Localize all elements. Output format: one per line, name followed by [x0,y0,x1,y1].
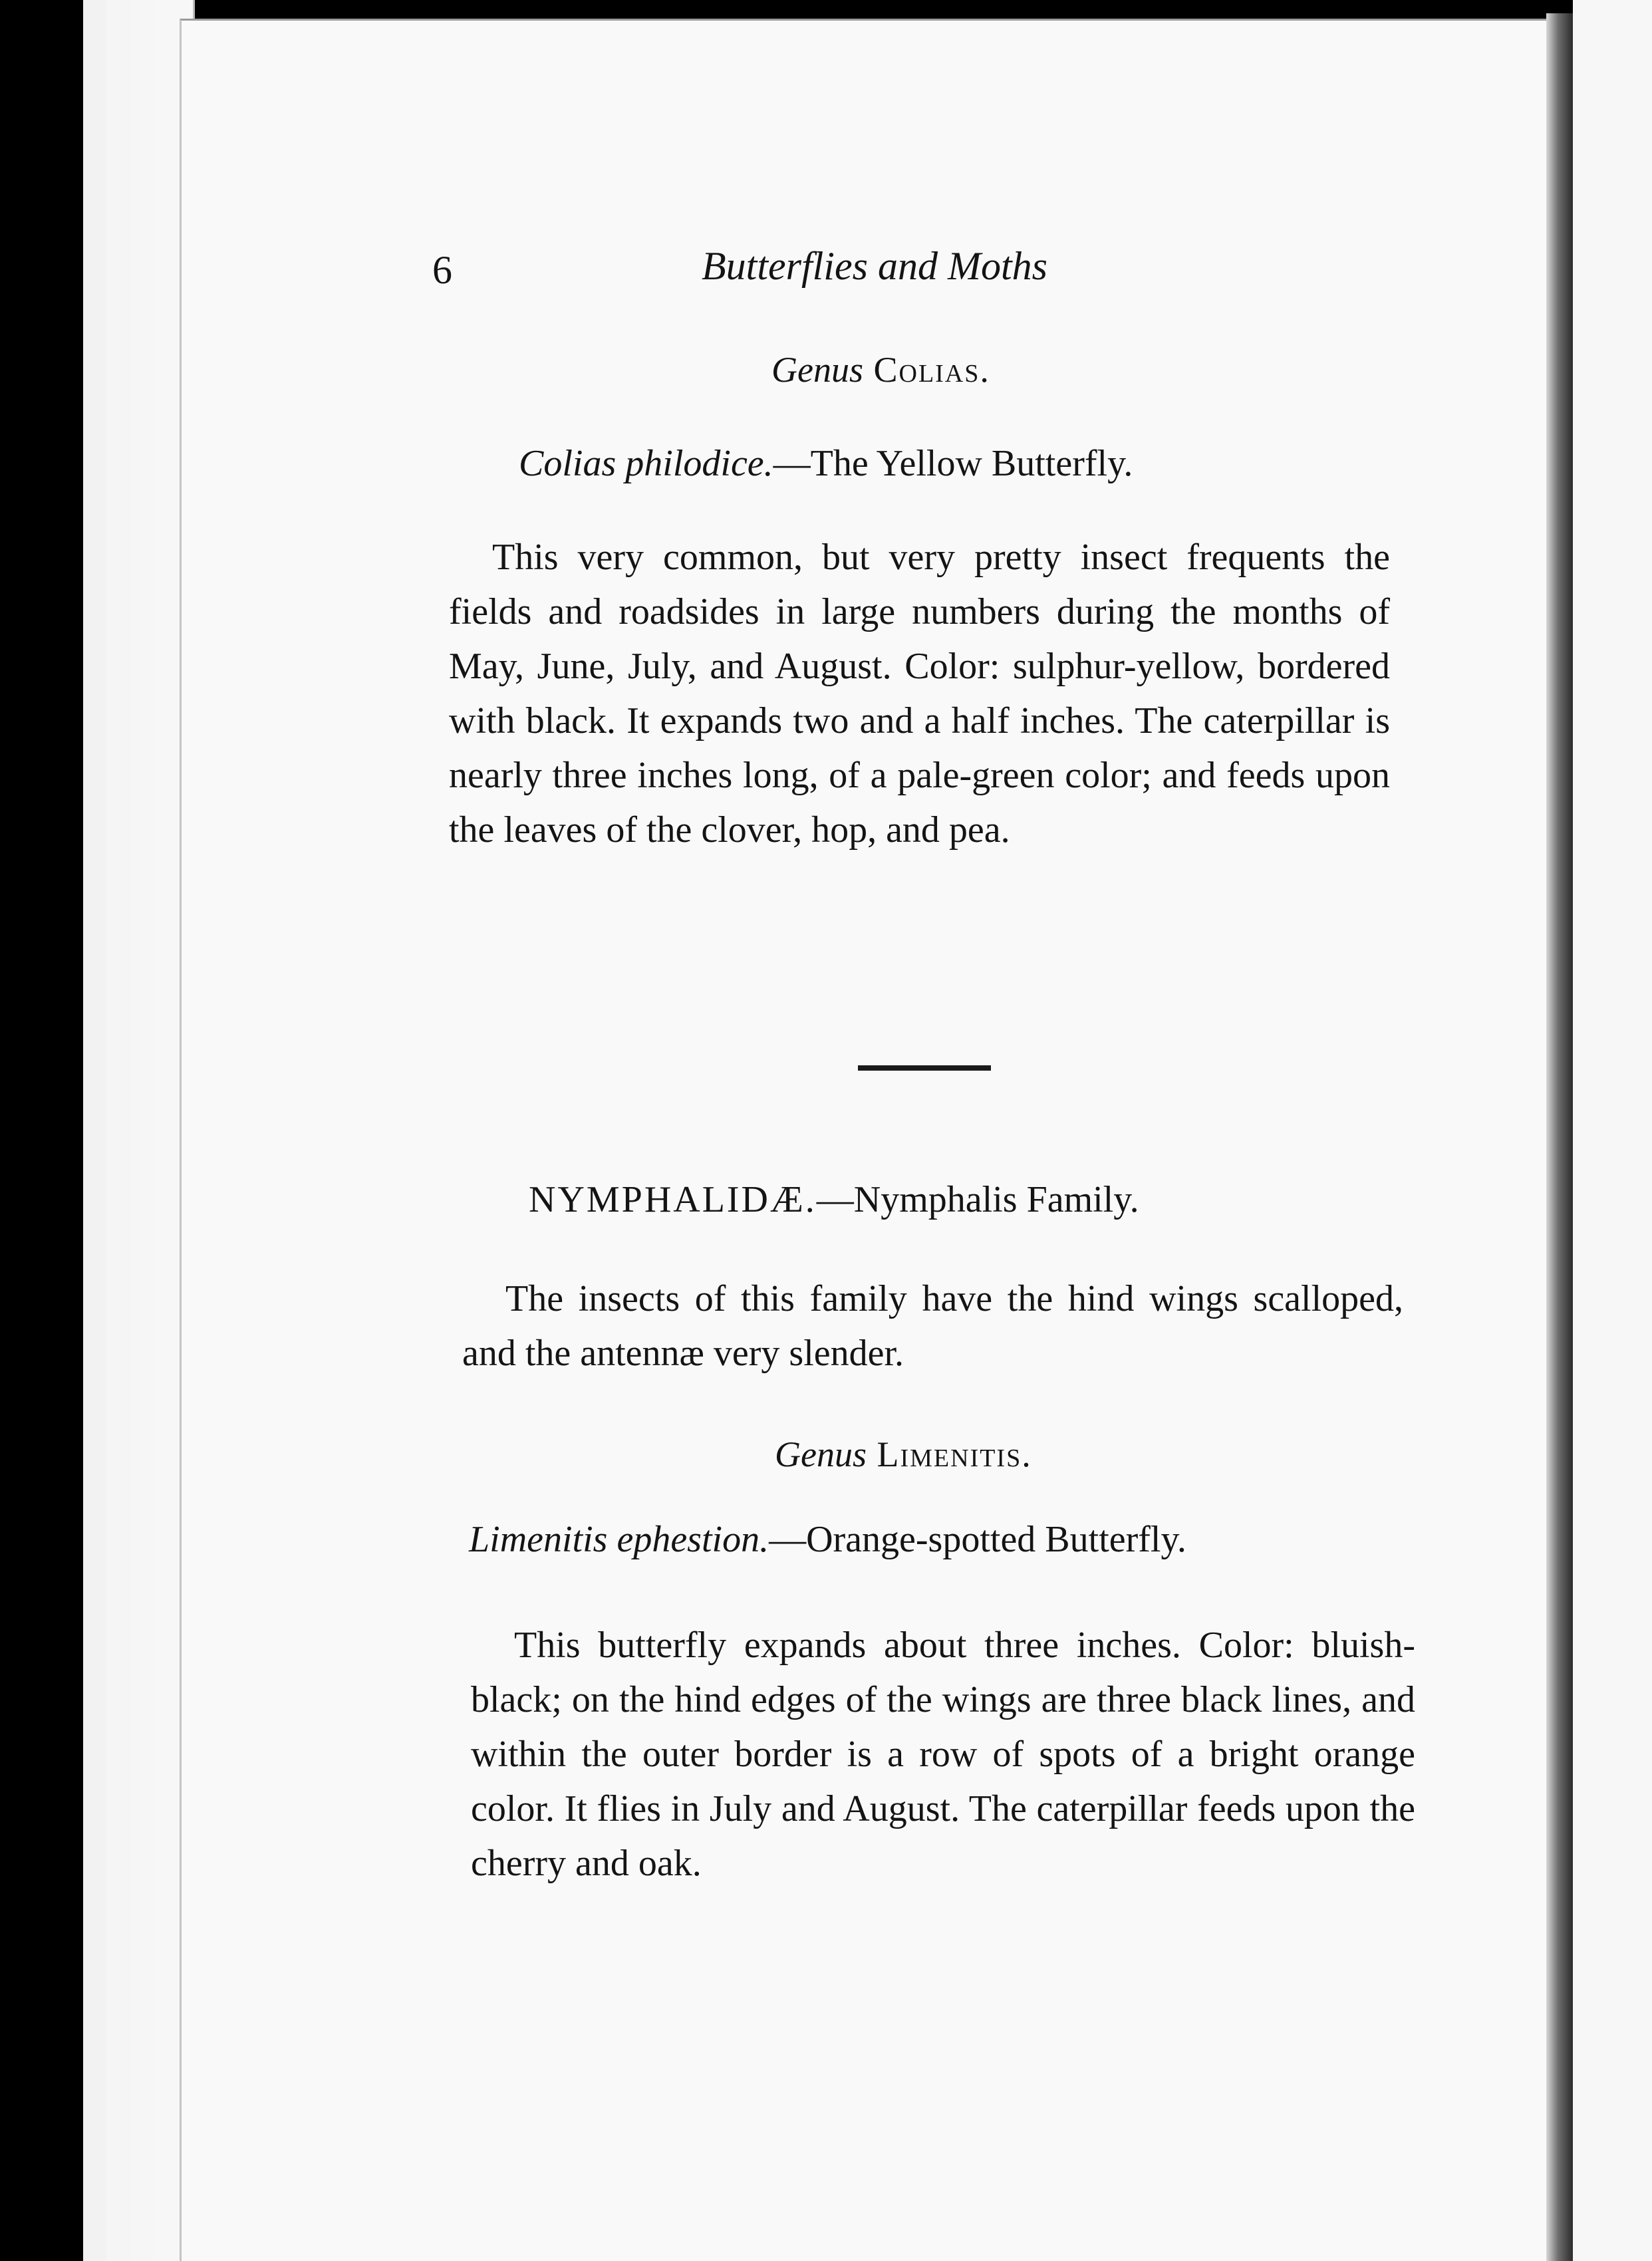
genus-heading-limenitis [775,1434,1032,1475]
species-latin-name: Limenitis ephestion. [469,1519,769,1560]
species-heading-limenitis-ephestion [469,1518,1186,1561]
colias-description: This very common, but very pretty insect frequents the fields and roadsides in large numbers during the months of May, June, July, and August. Color: sulphur-yellow, bordered with black. It expands two and a half inches. The caterpillar is nearly three inches long, of a pale-green color; and feeds upon the leaves of the clover, hop, and pea. [449,537,1390,851]
section-divider [858,1065,991,1071]
species-common-name: —The Yellow Butterfly. [773,443,1133,484]
running-head: Butterflies and Moths [702,244,1047,288]
limenitis-description: This butterfly expands about three inches. Color: bluish-black; on the hind edges of the wings are three black lines, and within the outer border is a row of spots of a bright orange color. It flies in July and August. The caterpillar feeds upon the cherry and oak. [471,1625,1415,1884]
nymphalidae-description: The insects of this family have the hind wings scalloped, and the antennæ very slender. [462,1278,1403,1374]
facing-page-edge [1573,0,1652,2261]
species-latin-name: Colias philodice. [519,443,773,484]
species-heading-colias-philodice [519,442,1133,485]
page-number: 6 [432,248,452,292]
binding-gutter [1546,13,1573,2261]
genus-name: Limenitis. [877,1434,1032,1474]
genus-prefix: Genus [775,1434,867,1474]
family-heading-nymphalidae [529,1178,1139,1221]
family-common-name: —Nymphalis Family. [816,1179,1139,1220]
genus-prefix: Genus [771,350,863,390]
family-name: NYMPHALIDÆ. [529,1179,817,1220]
genus-heading-colias [771,349,990,390]
species-common-name: —Orange-spotted Butterfly. [769,1519,1186,1560]
genus-name: Colias. [873,350,990,390]
